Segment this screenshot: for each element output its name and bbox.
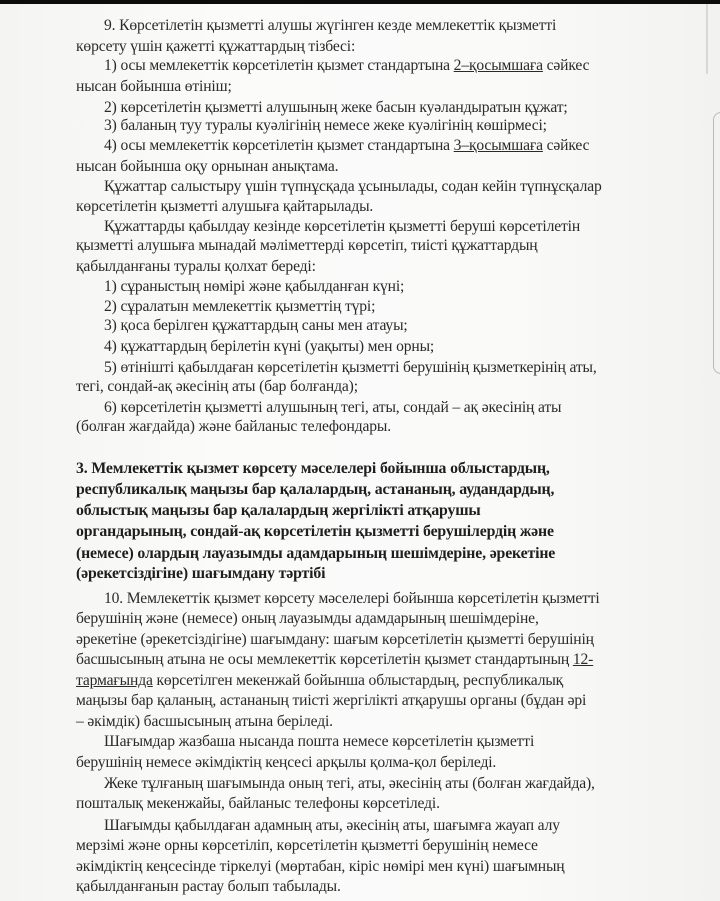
receipt-item-5: 5) өтінішті қабылдаған көрсетілетін қызметті берушінің қызметкерінің аты,	[104, 358, 597, 376]
p10-line-1: 10. Мемлекеттік қызмет көрсету мәселелері бойынша көрсетілетін қызметті	[104, 589, 600, 607]
p10-line-2: берушінің және (немесе) оның лауазымды адамдарының шешімдеріне,	[76, 610, 539, 628]
section3-heading-line-4: органдарының, сондай-ақ көрсетілетін қызметті берушілердің және	[76, 523, 554, 541]
p10-line-4	[76, 650, 593, 670]
p10-line-5	[76, 671, 563, 691]
receipt-intro-line-3: қабылданғаны туралы қолхат береді:	[76, 257, 316, 275]
p9-item-4-cont: нысан бойынша оқу орнынан анықтама.	[76, 157, 339, 175]
p10-line-5-text: көрсетілген мекенжай бойынша облыстардың, республикалық	[152, 671, 564, 689]
p10-line-6: маңызы бар қаланың, астананың тиісті жергілікті атқарушы органы (бұдан әрі	[76, 692, 587, 710]
p9-item-1-tail: сәйкес	[542, 57, 590, 75]
p9-item-2: 2) көрсетілетін қызметті алушының жеке басын куәландыратын құжат;	[104, 98, 568, 116]
receipt-intro-line-2: қызметті алушыға мынадай мәліметтерді көрсетіп, тиісті құжаттардың	[76, 237, 538, 254]
p9-item-1-cont: нысан бойынша өтініш;	[76, 78, 232, 96]
p9-line-2: көрсету үшін қажетті құжаттардың тізбесі:	[76, 37, 356, 55]
receipt-item-6-cont: (болған жағдайда) және байланыс телефондары.	[76, 418, 392, 436]
section3-heading-line-1: 3. Мемлекеттік қызмет көрсету мәселелері бойынша облыстардың,	[76, 459, 550, 477]
document-page	[0, 4, 720, 901]
p9-item-1	[104, 56, 589, 76]
receipt-item-3: 3) қоса берілген құжаттардың саны мен атауы;	[104, 317, 408, 335]
p10-line-7: – әкімдік) басшысының атына беріледі.	[76, 712, 333, 730]
section3-heading-line-2: республикалық маңызы бар қалалардың, астананың, аудандардың,	[76, 481, 555, 499]
p9-item-3: 3) баланың туу туралы куәлігінің немесе жеке куәлігінің көшірмесі;	[104, 117, 547, 135]
p9-item-4	[104, 136, 589, 156]
clause-12-link-part1[interactable]: 12-	[572, 651, 594, 669]
individual-line-2: пошталық мекенжайы, байланыс телефоны көрсетіледі.	[76, 795, 440, 813]
p10-line-4-text: басшысының атына не осы мемлекеттік көрсетілетін қызмет стандартының	[76, 651, 573, 669]
p9-line-1: 9. Көрсетілетін қызметті алушы жүгінген кезде мемлекеттік қызметті	[104, 17, 557, 35]
p10-line-3: әрекетіне (әрекетсіздігіне) шағымдану: шағым көрсетілетін қызметті берушінің	[76, 630, 594, 648]
receipt-intro-line-1: Құжаттарды қабылдау кезінде көрсетілетін қызметті беруші көрсетілетін	[104, 218, 581, 236]
confirmation-line-1: Шағымды қабылдаған адамның аты, әкесінің аты, шағымға жауап алу	[104, 816, 560, 834]
section3-heading-line-3: облыстық маңызы бар қалалардың жергілікті атқарушы	[76, 501, 481, 519]
page-edge-frame	[713, 112, 720, 374]
written-form-line-2: берушінің немесе әкімдіктің кеңсесі арқылы қолма-қол беріледі.	[76, 754, 497, 772]
confirmation-line-3: әкімдіктің кеңсесінде тіркелуі (мөртабан, кіріс нөмірі мен күні) шағымның	[76, 857, 565, 875]
written-form-line-1: Шағымдар жазбаша нысанда пошта немесе көрсетілетін қызметті	[104, 733, 535, 751]
clause-12-link-part2[interactable]: тармағында	[76, 671, 153, 689]
originals-note-line-1: Құжаттар салыстыру үшін түпнұсқада ұсынылады, содан кейін түпнұсқалар	[104, 178, 602, 196]
receipt-item-6: 6) көрсетілетін қызметті алушының тегі, аты, сондай – ақ әкесінің аты	[104, 398, 562, 416]
individual-line-1: Жеке тұлғаның шағымында оның тегі, аты, әкесінің аты (болған жағдайда),	[104, 774, 595, 792]
p9-item-4-tail: сәйкес	[542, 136, 590, 154]
receipt-item-2: 2) сұралатын мемлекеттік қызметтің түрі;	[104, 297, 376, 315]
p9-item-4-text: 4) осы мемлекеттік көрсетілетін қызмет стандартына	[104, 136, 454, 154]
originals-note-line-2: көрсетілетін қызметті алушыға қайтарылады.	[76, 197, 374, 215]
receipt-item-4: 4) құжаттардың берілетін күні (уақыты) мен орны;	[104, 337, 435, 355]
receipt-item-1: 1) сұраныстың нөмірі және қабылданған күні;	[104, 278, 405, 296]
section3-heading-line-6: (әрекетсіздігіне) шағымдану тәртібі	[76, 565, 326, 583]
receipt-item-5-cont: тегі, сондай-ақ әкесінің аты (бар болғанда);	[76, 378, 358, 396]
confirmation-line-4: қабылданғанын растау болып табылады.	[76, 878, 341, 896]
annex-2-link[interactable]: 2–қосымшаға	[453, 57, 543, 75]
annex-3-link[interactable]: 3–қосымшаға	[453, 136, 543, 154]
page-edge-mark	[706, 4, 708, 74]
section3-heading-line-5: (немесе) олардың лауазымды адамдарының шешімдеріне, әрекетіне	[76, 544, 556, 562]
confirmation-line-2: мерзімі және орны көрсетіліп, көрсетілетін қызметті берушінің немесе	[76, 837, 538, 855]
p9-item-1-text: 1) осы мемлекеттік көрсетілетін қызмет стандартына	[104, 57, 454, 75]
